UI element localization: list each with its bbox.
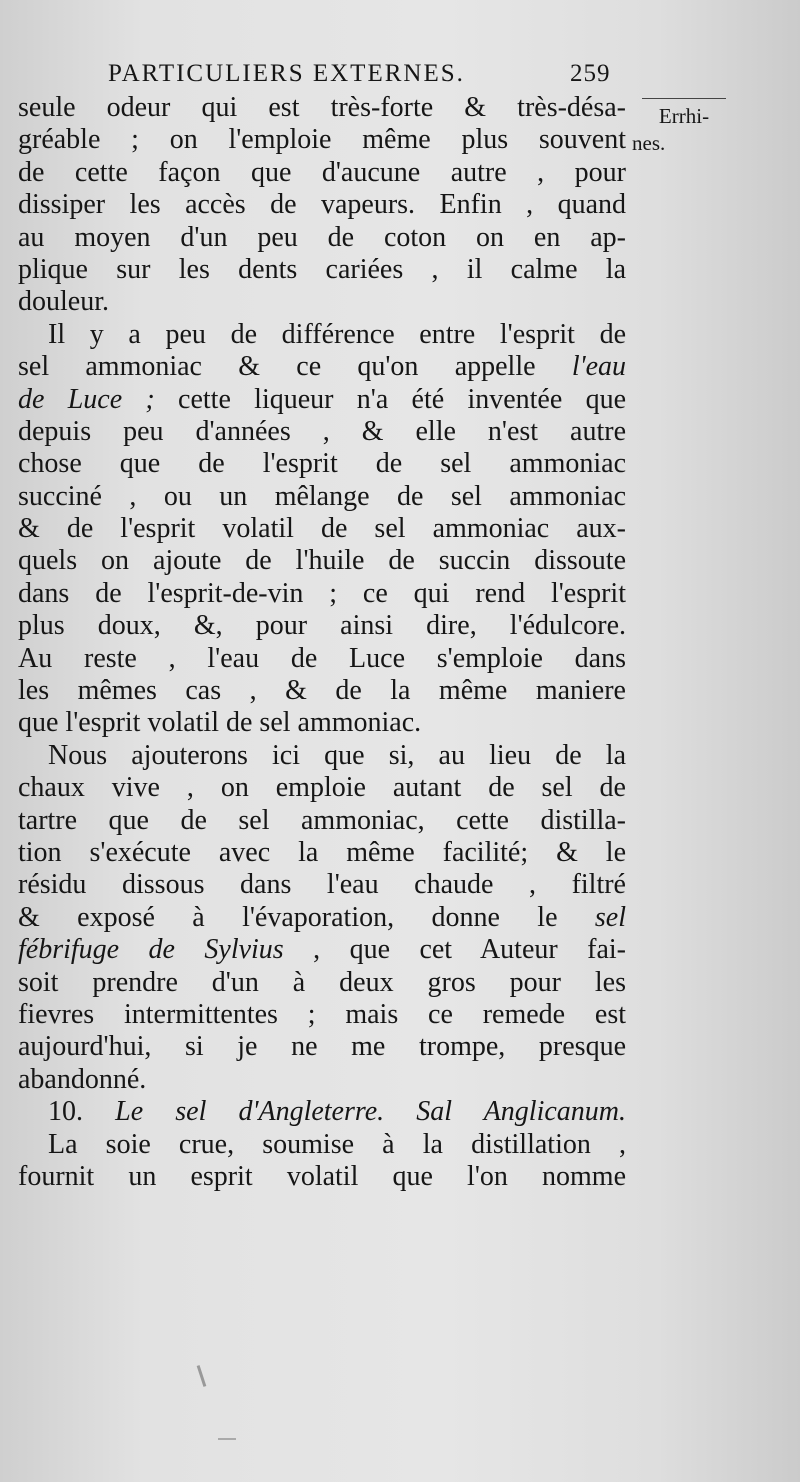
text-line: plus doux, &, pour ainsi dire, l'édulcore. (18, 610, 626, 642)
text-line: fournit un esprit volatil que l'on nomme (18, 1160, 626, 1192)
margin-note (632, 98, 726, 157)
text-line: de cette façon que d'aucune autre , pour (18, 156, 626, 188)
italic-run: fébrifuge de Sylvius (18, 934, 284, 966)
italic-run: de Luce ; (18, 383, 155, 415)
text-line: depuis peu d'années , & elle n'est autre (18, 415, 626, 447)
text-line: résidu dissous dans l'eau chaude , filtré (18, 869, 626, 901)
text-line: tartre que de sel ammoniac, cette distilla- (18, 804, 626, 836)
italic-run: sel (594, 901, 626, 933)
text-line: tion s'exécute avec la même facilité; & le (18, 836, 626, 868)
text-line: que l'esprit volatil de sel ammoniac. (18, 707, 422, 739)
text-line: douleur. (18, 286, 109, 318)
text-line: aujourd'hui, si je ne me trompe, presque (18, 1031, 626, 1063)
section-number: 10. (48, 1096, 83, 1128)
text-run: sel ammoniac & ce qu'on appelle (18, 351, 536, 383)
text-line: dans de l'esprit-de-vin ; ce qui rend l'esprit (18, 577, 626, 609)
text-line (18, 384, 626, 416)
text-line: plique sur les dents cariées , il calme la (18, 253, 626, 285)
text-line: Nous ajouterons ici que si, au lieu de la (48, 739, 626, 771)
text-line: succiné , ou un mêlange de sel ammoniac (18, 480, 626, 512)
text-line: les mêmes cas , & de la même maniere (18, 675, 626, 707)
margin-note-line: nes. (632, 131, 666, 155)
text-line: abandonné. (18, 1063, 147, 1095)
italic-run: l'eau (571, 351, 627, 383)
ink-mark (218, 1438, 236, 1440)
text-line: au moyen d'un peu de coton on en ap- (18, 221, 626, 253)
text-line: seule odeur qui est très-forte & très-désa- (18, 92, 626, 123)
page-number: 259 (570, 60, 611, 87)
running-head: PARTICULIERS EXTERNES. (108, 60, 465, 87)
margin-note-line: Errhi- (658, 104, 710, 128)
text-line (18, 934, 626, 966)
section-heading (18, 1096, 626, 1128)
text-line (18, 351, 626, 383)
page-header (108, 60, 668, 94)
text-line: quels on ajoute de l'huile de succin dissoute (18, 545, 626, 577)
ink-mark (197, 1365, 207, 1387)
text-line: chose que de l'esprit de sel ammoniac (18, 448, 626, 480)
text-line: dissiper les accès de vapeurs. Enfin , quand (18, 189, 626, 221)
text-line (18, 902, 626, 934)
text-line: fievres intermittentes ; mais ce remede est (18, 998, 626, 1030)
text-line: gréable ; on l'emploie même plus souvent (18, 124, 626, 156)
text-line: Il y a peu de différence entre l'esprit de (48, 318, 626, 350)
section-title: Le sel d'Angleterre. Sal Anglicanum. (115, 1096, 626, 1128)
text-line: chaux vive , on emploie autant de sel de (18, 772, 626, 804)
text-line: soit prendre d'un à deux gros pour les (18, 966, 626, 998)
text-line: La soie crue, soumise à la distillation , (48, 1128, 626, 1160)
text-run: & exposé à l'évaporation, donne le (18, 901, 558, 933)
text-run: cette liqueur n'a été inventée que (178, 383, 627, 415)
text-line: & de l'esprit volatil de sel ammoniac aux- (18, 513, 626, 545)
text-line: Au reste , l'eau de Luce s'emploie dans (18, 642, 626, 674)
text-run: , que cet Auteur fai- (313, 934, 627, 966)
body-text (18, 92, 626, 1193)
